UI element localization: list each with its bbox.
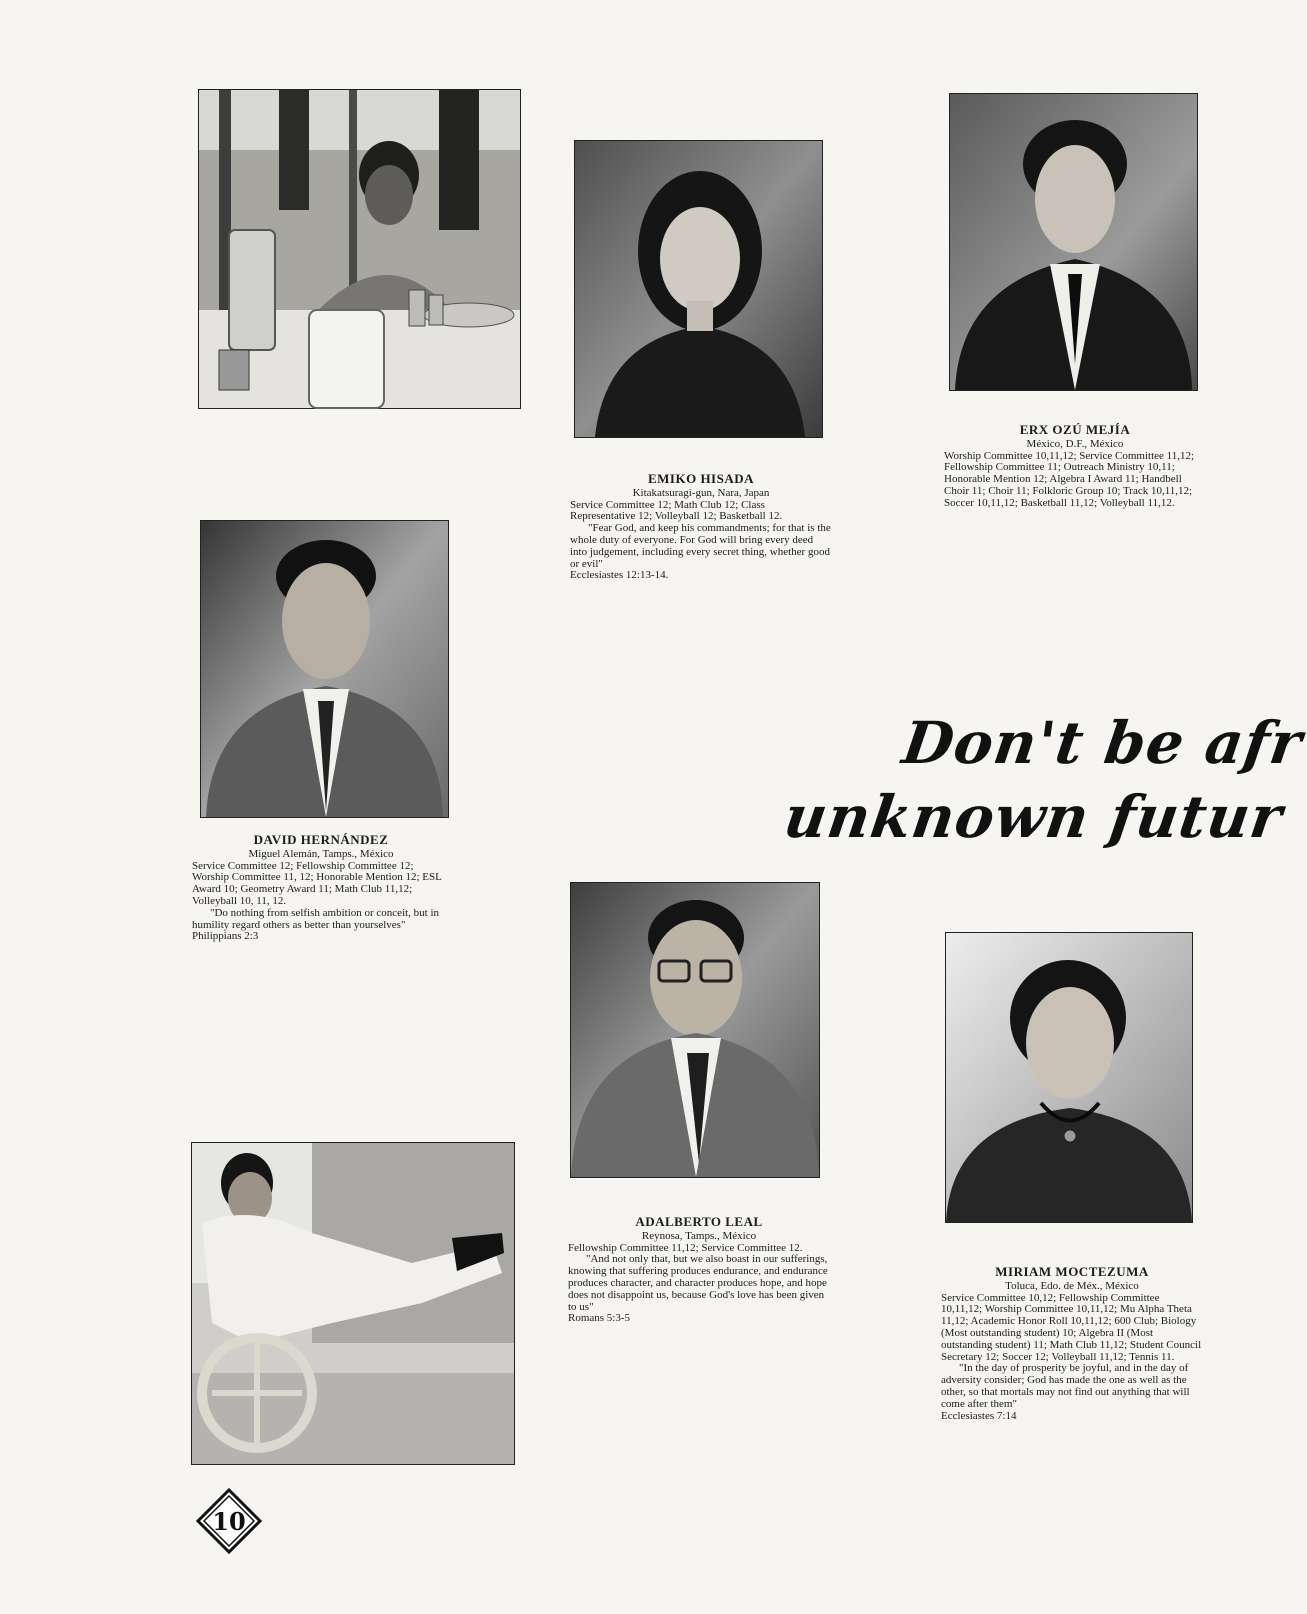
bio-adalberto-leal <box>568 1216 830 1325</box>
portrait-erx-ozu-mejia <box>949 93 1198 391</box>
student-hometown: Kitakatsuragi-gun, Nara, Japan <box>632 486 770 499</box>
student-activities: Fellowship Committee 11,12; Service Committee 12. <box>568 1241 803 1254</box>
quote-reference: Romans 5:3-5 <box>568 1312 631 1325</box>
quote-reference: Ecclesiastes 12:13-14. <box>570 569 669 582</box>
student-activities: Service Committee 10,12; Fellowship Committee 10,11,12; Worship Committee 10,11,12; Mu Alpha Theta 11,12; Academic Honor Roll 10,11,12; 600 Club; Biology (Most outstanding student) 10; Algebra II (Most outstanding student) 11; Math Club 11,12; Student Council Secretary 12; Soccer 12; Volleyball 11,12; Tennis 11. <box>941 1291 1202 1363</box>
student-name: ADALBERTO LEAL <box>635 1214 763 1229</box>
quote-reference: Philippians 2:3 <box>192 930 259 943</box>
headline-line-2: unknown futur <box>780 783 1287 851</box>
headline-line-1: Don't be afr <box>898 709 1307 777</box>
quote-reference: Ecclesiastes 7:14 <box>941 1409 1017 1422</box>
headline-script <box>780 706 1307 854</box>
portrait-adalberto-leal <box>570 882 820 1178</box>
student-activities: Service Committee 12; Math Club 12; Class Representative 12; Volleyball 12; Basketball 12. <box>570 498 783 523</box>
bio-emiko-hisada <box>570 473 832 582</box>
student-hometown: Miguel Alemán, Tamps., México <box>248 847 394 860</box>
student-quote: "Fear God, and keep his commandments; for that is the whole duty of everyone. For God will bring every deed into judgement, including every secret thing, whether good or evil" <box>570 522 831 570</box>
portrait-emiko-hisada <box>574 140 823 438</box>
student-name: MIRIAM MOCTEZUMA <box>995 1264 1149 1279</box>
bio-miriam-moctezuma <box>941 1266 1203 1422</box>
page-number: 10 <box>212 1506 246 1536</box>
candid-photo-reclining <box>191 1142 515 1465</box>
student-hometown: Reynosa, Tamps., México <box>641 1229 757 1242</box>
student-quote: "And not only that, but we also boast in our sufferings, knowing that suffering produces endurance, and endurance produces character, and character produces hope, and hope does not disappoint us, because God's love has been given to us" <box>568 1253 828 1313</box>
student-activities: Service Committee 12; Fellowship Committee 12; Worship Committee 11, 12; Honorable Mention 12; ESL Award 10; Geometry Award 11; Math Club 11,12; Volleyball 10, 11, 12. <box>192 859 442 907</box>
student-hometown: Toluca, Edo. de Méx., México <box>1005 1279 1139 1292</box>
page-number-badge <box>196 1488 262 1554</box>
candid-photo-cafeteria <box>198 89 521 409</box>
bio-david-hernandez <box>192 834 450 943</box>
bio-erx-ozu-mejia <box>944 424 1206 510</box>
student-quote: "In the day of prosperity be joyful, and in the day of adversity consider; God has made the one as well as the other, so that mortals may not find out anything that will come after them" <box>941 1362 1190 1410</box>
portrait-miriam-moctezuma <box>945 932 1193 1223</box>
student-name: DAVID HERNÁNDEZ <box>253 832 389 847</box>
student-quote: "Do nothing from selfish ambition or conceit, but in humility regard others as better than yourselves" <box>192 906 440 931</box>
student-name: ERX OZÚ MEJÍA <box>1019 422 1131 437</box>
portrait-david-hernandez <box>200 520 449 818</box>
student-activities: Worship Committee 10,11,12; Service Committee 11,12; Fellowship Committee 11; Outreach Ministry 10,11; Honorable Mention 12; Algebra I Award 11; Handbell Choir 11; Choir 11; Folkloric Group 10; Track 10,11,12; Soccer 10,11,12; Basketball 11,12; Volleyball 11,12. <box>944 449 1195 509</box>
student-name: EMIKO HISADA <box>647 471 755 486</box>
student-hometown: México, D.F., México <box>1026 437 1124 450</box>
